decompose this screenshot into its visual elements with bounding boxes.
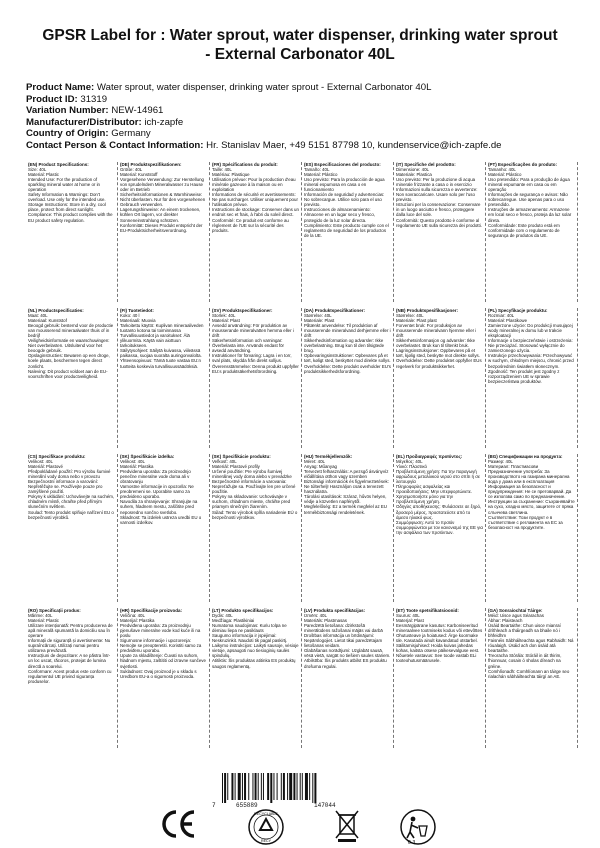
- spec-cell: [302, 308, 394, 448]
- spec-heading: (NL) Productspecificaties:: [28, 308, 84, 313]
- spec-text: Größe: 40L Material: Kunststoff Vorgesehene Verwendung: Zur Herstellung von sprudelndem Mineralwasser zu Hause oder im Betrieb Sicherheitsinformationen & Warnhinweise: Nicht überlasten. Nur für den vorgesehenen Gebrauch verwenden. Lagerungshinweise: An einem trockenen, kühlen Ort lagern, vor direkter Sonneneinstrahlung schützen. Konformität: Dieses Produkt entspricht der EU-Produktsicherheitsverordnung.: [120, 167, 206, 233]
- spec-heading: (DE) Produktspezifikationen:: [120, 162, 182, 167]
- spec-cell: [394, 308, 486, 448]
- spec-text: Maat: 40L Materiaal: Kunststof Beoogd gebruik: bestemd voor de productie van mousserend mineraalwater thuis of in bedrijf Veiligheidsinformatie en waarschuwingen: Niet overbelasten. Uitsluitend voor het beoogde gebruik. Opslaginstructies: Bewaren op een droge, koele plaats, beschermen tegen direct zonlicht. Naleving: Dit product voldoet aan de EU-voorschriften voor productveiligheid.: [28, 313, 114, 379]
- spec-cell: [486, 162, 578, 302]
- barcode-digits-2: 147044: [314, 802, 336, 809]
- spec-heading: (LT) Produkto specifikacijos:: [212, 608, 274, 613]
- country-of-origin: Germany: [111, 128, 151, 140]
- spec-cell: [26, 162, 118, 302]
- spec-text: Velikost: 40L Materiál: Plastové Předpokládané použití: Pro výrobu šumivé minerální vody doma nebo v provozu Bezpečnostní informace a varování: Nepřetěžujte se. Používejte pouze pro zamýšlené použití. Pokyny k ukládání: Uchovávejte na suchém, chladném místě, chraňte před přímým slunečním světlem. Soulad: Tento produkt splňuje nařízení EU o bezpečnosti výrobků.: [28, 459, 115, 520]
- spec-cell: [118, 308, 210, 448]
- manufacturer-label: Manufacturer/Distributor:: [26, 116, 142, 128]
- spec-row: [26, 454, 578, 602]
- spec-row: [26, 308, 578, 448]
- spec-text: Taille: 40L Matériau: Plastique Utilisation prévue: Pour la production d'eau minérale gazeuse à la maison ou en exploitation Informations de sécurité et avertissements: Ne pas surcharger. Utiliser uniquement pour l'utilisation prévue. Instructions de stockage: Conserver dans un endroit sec et frais, à l'abri du soleil direct. Conformité: Ce produit est conforme au règlement de l'UE sur la sécurité des produits.: [212, 167, 299, 233]
- spec-text: Размер: 40L Материал: Пластмасови Предназначение употреба: За производството на газирана минерална вода у дома или в експлоатация Информация за безопасност и предупреждения: Не се претоварвай. Да се използва само по предназначение. Инструкции за съхранение: Съхранявайте на сухо, хладно място, защитете от пряка слънчева светлина. Съответствие: Този продукт е в съответствие с регламента на ЕС за безопасност на продуктите.: [488, 459, 575, 530]
- barcode: [220, 773, 378, 803]
- spec-cell: [26, 308, 118, 448]
- spec-heading: (FR) Spécifications du produit:: [212, 162, 278, 167]
- variation-label: Variation Number:: [26, 105, 109, 117]
- product-name-label: Product Name:: [26, 82, 95, 93]
- country-label: Country of Origin:: [26, 128, 109, 140]
- ce-mark-icon: [158, 808, 198, 840]
- spec-text: Méret: 40L Anyag: Műanyag Tervezett felhasználás: A pezsgő ásványvíz előállítása otthon vagy üzemben Biztonsági információk és figyelmeztetések: Ne túlterhelj! Használjon csak a tervezett használatra. Tárolási utasítások: Száraz, hűvös helyen, védje a közvetlen napfénytől. Megfelelőség: Ez a termék megfelel az EU termékbiztonsági rendeletének.: [304, 459, 389, 515]
- spec-heading: (NB) Produktspesifikasjoner:: [396, 308, 459, 313]
- spec-row: [26, 162, 578, 302]
- spec-cell: [26, 454, 118, 602]
- product-name: Water sprout, water dispenser, drinking water sprout - External Carbonator 40L: [96, 82, 432, 93]
- tidyman-icon: [398, 808, 438, 846]
- spec-cell: [302, 608, 394, 748]
- icon-code-text: 0-3: [408, 840, 416, 846]
- spec-text: Mărime: 40L Material: Plastic Utilizare intenționată: Pentru producerea de apă minerală spumantă la domiciliu sau în operare Informații de siguranță și avertismente: Nu supraîncărcați. Utilizați numai pentru utilizarea prevăzută. Instrucțiuni de depozitare: A se păstra într-un loc uscat, răcoros, protejat de lumina directă a soarelui. Conformare: Acest produs este conform cu regulamentul UE privind siguranța produselor.: [28, 613, 113, 684]
- product-id-label: Product ID:: [26, 93, 78, 105]
- spec-heading: (ET) Toote spetsifikatsioonid:: [396, 608, 459, 613]
- barcode-left-digit: 7: [212, 802, 216, 809]
- spec-cell: [210, 454, 302, 602]
- spec-cell: [26, 608, 118, 748]
- spec-text: Dimensione: 40L Materiale: Plastica Uso previsto: Per la produzione di acqua minerale frizzante a casa o in esercizio Informazioni sulla sicurezza e avvertenze: Non sovraccaricare. Usare solo per l'uso previsto. Istruzioni per la conservazione: Conservare in un luogo asciutto e fresco, proteggere dalla luce del sole. Conformità: Questo prodotto è conforme al regolamento UE sulla sicurezza dei prodotti.: [396, 167, 482, 228]
- spec-heading: (ES) Especificaciones del producto:: [304, 162, 381, 167]
- spec-cell: [486, 608, 578, 748]
- spec-cell: [302, 162, 394, 302]
- spec-heading: (SV) Produktspecifikationer:: [212, 308, 273, 313]
- spec-text: Μέγεθος: 40L Υλικό: Πλαστικό Προβλεπόμενη χρήση: Για την παραγωγή αφρώδους μεταλλικού νερού στο σπίτι ή σε λειτουργία Πληροφορίες ασφαλείας και προειδοποιήσεις: Μην υπερφορτώνετε. Χρησιμοποιήστε μόνο για την προβλεπόμενη χρήση. Οδηγίες αποθήκευσης: Φυλάσσετε σε ξηρό, δροσερό μέρος, προστατεύστε από το άμεσο ηλιακό φως. Συμμόρφωση: Αυτό το προϊόν συμμορφώνεται με τον κανονισμό της ΕΕ για την ασφάλεια των προϊόντων.: [396, 459, 483, 535]
- spec-heading: (IT) Specifiche del prodotto:: [396, 162, 456, 167]
- product-id: 31319: [80, 93, 108, 105]
- spec-cell: [394, 162, 486, 302]
- contact-label: Contact Person & Contact Information:: [26, 139, 204, 151]
- page-title: GPSR Label for : Water sprout, water dispenser, drinking water sprout - External Carbonator 40L: [42, 27, 558, 63]
- spec-cell: [486, 454, 578, 602]
- spec-heading: (HR) Specifikacije proizvoda:: [120, 608, 183, 613]
- spec-cell: [118, 608, 210, 748]
- spec-text: Tamaño: 40L Material: Plástico Uso previsto: Para la producción de agua mineral espumosa en casa o en funcionamiento Información de seguridad y advertencias: No sobrecargue. Utilice solo para el uso previsto. Instrucciones de almacenamiento: Almacene en un lugar seco y fresco, protegido de la luz solar directa. Cumplimiento: Este producto cumple con el reglamento de seguridad de los productos de la UE.: [304, 167, 389, 238]
- spec-text: Suurus: 40L Materjal: Plast Eesmärgipärane kasutus: Karboniseeritud mineraalvee tootmiseks kodus või ettevõttes Ohutusteave ja hoiatused: Ärge koormake üle. Kasutada ainult kavandatud otstarbel. Säilitamisjuhised: Hoida kuivas jahedas kohas, kaitsta otsese päikesevalguse eest. Nõuetele vastavus: See toode vastab ELi tooteohutusmäärusele.: [396, 613, 483, 664]
- spec-heading: (EL) Προδιαγραφές προϊόντος:: [396, 454, 463, 459]
- spec-heading: (SK) Špecifikácie izdelka:: [120, 454, 175, 459]
- spec-text: Velikost: 40L Materiál: Plastika Predvidena uporaba: Za proizvodnjo penečne mineralne vode doma ali v obratovanju Varnostne informacije in opozorila: Ne preobremeni se. Uporabite samo za predvideno uporabo. Navodila za shranjevanje: Shranjujte na suhem, hladnem mestu, zaščitite pred neposredno sončno svetlobo. Skladnost: Ta izdelek ustreza uredbi EU o varnosti izdelkov.: [120, 459, 202, 525]
- spec-text: Veličina: 40L Materijal: Plastika Predviđena uporaba: Za proizvodnju pjenušave mineralne vode kod kuće ili na poslu Sigurnosne informacije i upozorenja: Nemojte se preopteretiti. Koristiti samo za predviđenu uporabu. Upute za skladištenje: Čuvati na suhom, hladnom mjestu, zaštititi od izravne sunčeve svjetlosti. Sukladnost: Ovaj proizvod je u skladu s Uredbom EU-a o sigurnosti proizvoda.: [120, 613, 206, 679]
- spec-heading: (PT) Especificações do produto:: [488, 162, 558, 167]
- spec-cell: [302, 454, 394, 602]
- spec-cell: [118, 454, 210, 602]
- spec-heading: (LV) Produkta specifikācijas:: [304, 608, 366, 613]
- spec-heading: (PL) Specyfikacje produktu:: [488, 308, 548, 313]
- spec-text: Izmērs: 40L Materiāls: Plastmasas Paredzētā lietošana: dzirkstošā minerālūdens ražošanai mājās vai darbā Drošības informācija un brīdinājumi: Nepārslogojiet. Lietot tikai paredzētajam lietošanas veidam. Glabāšanas norādījumi: Uzglabāt sausā, vēsā vietā, sargāt no tiešiem saules stariem. Atbilstība: Šis produkts atbilst ES produktu drošuma regulai.: [304, 613, 391, 669]
- spec-text: Dydis: 40L Medžiaga: Plastikiniai Numatoma naudojimas: Kuriu tolpa ne dėmiau liepa ne pasiklauts Saugumo informacija ir įspėjimai: Neskruzinkit. Naudoti tik pagal paskirtį. Laikymo instrukcijos: Laikyti sausoje, vėsioje vietoje, apsaugoti nuo tiesioginių saulės spindulių. Atitiktis: Šis produktas atitinka ES produktų saugos reglamentą.: [212, 613, 299, 669]
- spec-heading: (DA) Produktspecifikationer:: [304, 308, 366, 313]
- spec-text: Storlek: 40L Material: Plast Avsedd användning: För produktion av mousserande mineralvatten hemma eller i drift Säkerhetsinformation och varningar: Överbelasta inte. Används endast för avsedd användning. Instruktioner för förvaring: Lagra i en torr, sval plats, skydda från direkt solljus. Överensstämmelse: Denna produkt uppfyller EU:s produktsäkerhetsförordning.: [212, 313, 299, 374]
- recycle-text-bottom: RECY: [261, 839, 271, 843]
- recycle-text: RECYCLABLE: [254, 812, 278, 816]
- spec-heading: (CS) Specifikace produktu:: [28, 454, 86, 459]
- spec-text: Tamanho: 40L Material: Plástico Uso pretendido: Para a produção de água mineral espumante em casa ou em operação Informações de segurança e avisos: Não sobrecarregue. Use apenas para o uso pretendido. Instruções de armazenamento: Armazene em local seco e fresco, proteja da luz solar direta. Conformidade: Este produto está em conformidade com o regulamento de segurança de produtos da UE.: [488, 167, 572, 238]
- spec-heading: (EN) Product Specifications:: [28, 162, 89, 167]
- spec-heading: (GA) Sonraíochtaí Táirge:: [488, 608, 543, 613]
- spec-grid: [26, 162, 578, 754]
- spec-row: [26, 608, 578, 748]
- manufacturer: ich-zapfe: [144, 116, 184, 128]
- barcode-digits-1: 655889: [236, 802, 258, 809]
- spec-text: Size: 40L Material: Plastic Intended Use: For the production of sparkling mineral water at home or in operation Safety Information & Warnings: Don't overload. Use only for the intended use. Storage Instructions: Store in a dry, cool place, protect from direct sunlight. Compliance: This product complies with the EU product safety regulation.: [28, 167, 113, 223]
- spec-text: Størrelse: 40L Materiale: Plast plast Forventet bruk: For produksjon av mousserende mineralvann hjemme eller i drift Sikkerhetsinformasjon og advarsler: Ikke overbelastet. Bruk kun til tiltenkt bruk. Lagringsinstruksjoner: Oppbevares på et tørt, kjølig sted, beskytte mot direkte sollys. Overholdelse: Dette produktet oppfyller EUs regelverk for produktsikkerhet.: [396, 313, 482, 369]
- product-meta: [26, 82, 502, 152]
- spec-cell: [486, 308, 578, 448]
- recycle-icon: [247, 808, 285, 846]
- spec-heading: (FI) Tuotetiedot:: [120, 308, 154, 313]
- spec-text: Størrelse: 40L Materiale: Plast Påtænkt anvendelse: Til produktion af mousserende mineralvand derhjemme eller i drift Sikkerhedsinformation og advarsler: Ikke overbelastning. Brug kun til den tilsigtede brug. Opbevaringsinstruktioner: Opbevares på et tørt, køligt sted, beskyttet mod direkte sollys. Overholdelse: Dette produkt overholder EU's produktsikkerhedsforordning.: [304, 313, 391, 374]
- spec-cell: [394, 608, 486, 748]
- spec-cell: [210, 162, 302, 302]
- spec-heading: (BG) Спецификации на продукта:: [488, 454, 563, 459]
- certification-icons: [0, 808, 600, 848]
- spec-cell: [210, 608, 302, 748]
- spec-cell: [394, 454, 486, 602]
- weee-bin-icon: [332, 808, 362, 844]
- spec-text: Méid: Uisce agus Séarachas Ábhar: Plaisteach Úsáid Beartaithe: Chun uisce mianraí dríthleach a tháirgeadh sa bhaile nó i bhfeidhm Faisnéis Sábháilteachta agus Rabhaidh: Ná róualaigh. Úsáid ach don úsáid atá beartaithe. Treoracha Stórála: Stóráil in áit thirim, fhionnuar, cosain ó sholas díreach na gréine. Comhlíonadh: Comhlíonann an táirge seo rialachán sábháilteachta táirgí an AE.: [488, 613, 574, 679]
- variation-number: NEW-14961: [111, 105, 164, 117]
- spec-text: Veľkosť: 40L Materiál: Plastové profily Určené použitie: Pre výrobu šumivej minerálnej vody doma alebo v prevádzke Bezpečnostné informácie a varovania: Nepreťažujte sa. Používajte len pre určené použitie. Pokyny na skladovanie: Uchovávajte v suchom, chladnom mieste, chráňte pred priamym slnečným žiarením. Súlad: Tento výrobok spĺňa nariadenie EÚ o bezpečnosti výrobkov.: [212, 459, 298, 520]
- spec-text: Koko: 40 l Materiaali: Muovia Tarkoitettu käyttö: Kuplivan mineraaliveden tuotanto kotona tai toiminnassa Turvallisuustiedot ja varoitukset: Älä ylikuormita. Käytä vain aiottuun tarkoitukseen. Säilytysohjeet: Säilytä kuivassa, viileässä paikassa, suojaa suoralta auringonvalolta. Yhteensopivuus: Tämä tuote vastaa EU:n tuotteita koskevia turvallisuussäädöksiä.: [120, 313, 204, 369]
- spec-heading: (HU) Termékjellemzők:: [304, 454, 353, 459]
- contact-info: Hr. Stanislav Maer, +49 5151 87798 10, kundenservice@ich-zapfe.de: [206, 139, 502, 151]
- spec-cell: [210, 308, 302, 448]
- spec-text: Rozmiar: 40L Materiał: Plastikowe Zamierzone użycie: Do produkcji musującej wody mineralnej w domu lub w trakcie eksploatacji Informacje o bezpieczeństwie i ostrzeżenia: Nie przeciążać. Stosować wyłącznie do zamierzonego użycia. Instrukcje przechowywania: Przechowywać w suchym, chłodnym miejscu, chronić przed bezpośrednim światłem słonecznym. Zgodność: Ten produkt jest zgodny z rozporządzeniem UE w sprawie bezpieczeństwa produktów.: [488, 313, 574, 384]
- spec-heading: (RO) Specificații produs:: [28, 608, 81, 613]
- spec-cell: [118, 162, 210, 302]
- spec-heading: (SK) Špecifikácie produktu:: [212, 454, 271, 459]
